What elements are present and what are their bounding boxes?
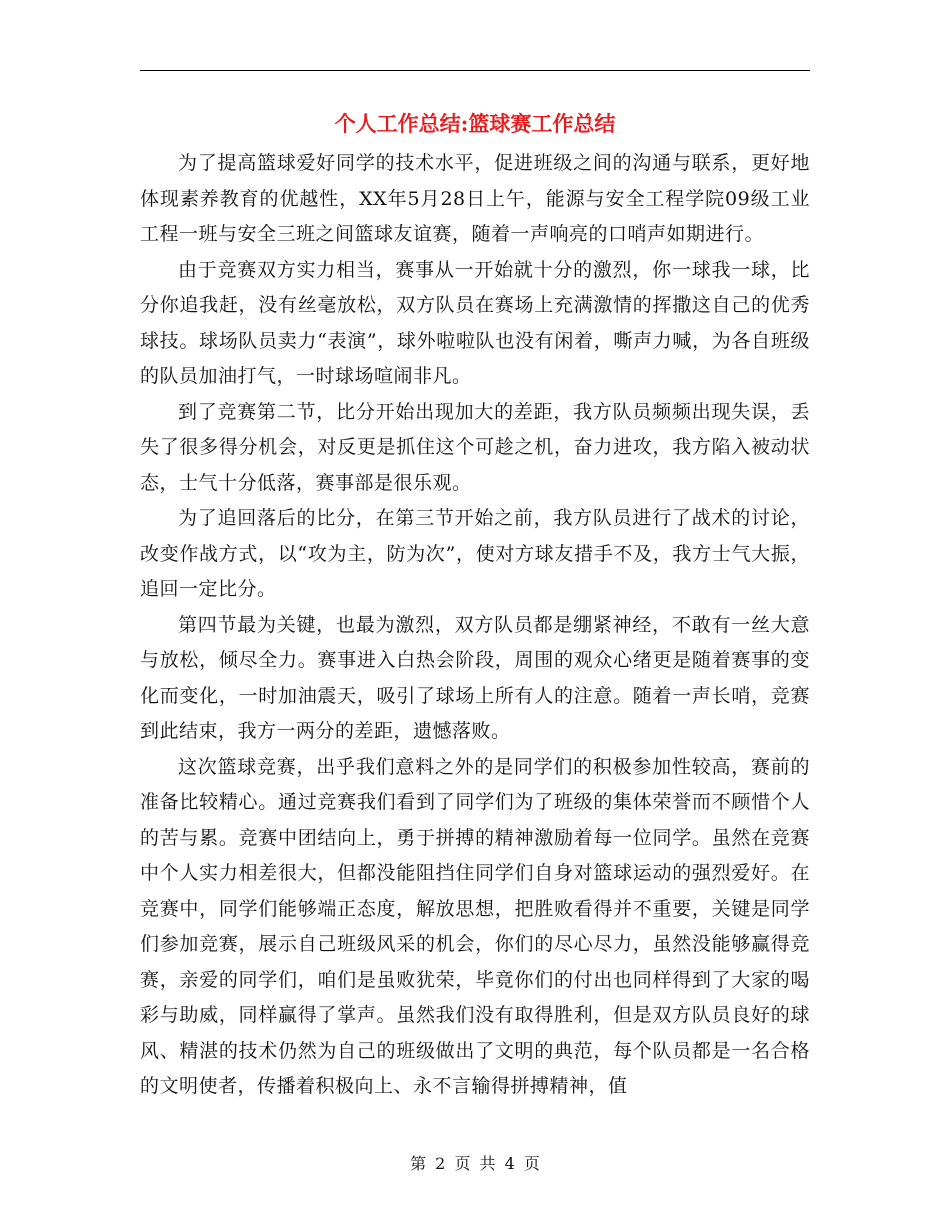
paragraph-6: 这次篮球竞赛，出乎我们意料之外的是同学们的积极参加性较高，赛前的准备比较精心。通过竞赛我们看到了同学们为了班级的集体荣誉而不顾惜个人的苦与累。竞赛中团结向上，勇于拼搏的精神激励着每一位同学。虽然在竞赛中个人实力相差很大，但都没能阻挡住同学们自身对篮球运动的强烈爱好。在竞赛中，同学们能够端正态度，解放思想，把胜败看得并不重要，关键是同学们参加竞赛，展示自己班级风采的机会，你们的尽心尽力，虽然没能够赢得竞赛，亲爱的同学们，咱们是虽败犹荣，毕竟你们的付出也同样得到了大家的喝彩与助威，同样赢得了掌声。虽然我们没有取得胜利，但是双方队员良好的球风、精湛的技术仍然为自己的班级做出了文明的典范，每个队员都是一名合格的文明使者，传播着积极向上、永不言输得拼搏精神，值 xyxy=(140,755,810,1097)
document-body xyxy=(140,146,810,1105)
page-number: 第 2 页 共 4 页 xyxy=(410,1154,540,1173)
paragraph-3: 到了竞赛第二节，比分开始出现加大的差距，我方队员频频出现失误，丢失了很多得分机会，对反更是抓住这个可趁之机，奋力进攻，我方陷入被动状态，士气十分低落，赛事部是很乐观。 xyxy=(140,400,810,494)
document-title: 个人工作总结:篮球赛工作总结 xyxy=(334,111,616,136)
header-rule xyxy=(140,70,810,71)
paragraph-5: 第四节最为关键，也最为激烈，双方队员都是绷紧神经，不敢有一丝大意与放松，倾尽全力。赛事进入白热会阶段，周围的观众心绪更是随着赛事的变化而变化，一时加油震天，吸引了球场上所有人的注意。随着一声长哨，竞赛到此结束，我方一两分的差距，遗憾落败。 xyxy=(140,613,810,742)
paragraph-4: 为了追回落后的比分，在第三节开始之前，我方队员进行了战术的讨论，改变作战方式，以“攻为主，防为次”，使对方球友措手不及，我方士气大振，追回一定比分。 xyxy=(140,507,810,600)
paragraph-2: 由于竞赛双方实力相当，赛事从一开始就十分的激烈，你一球我一球，比分你追我赶，没有丝毫放松，双方队员在赛场上充满激情的挥撒这自己的优秀球技。球场队员卖力“表演”，球外啦啦队也没有闲着，嘶声力喊，为各自班级的队员加油打气，一时球场喧闹非凡。 xyxy=(140,258,810,387)
paragraph-1: 为了提高篮球爱好同学的技术水平，促进班级之间的沟通与联系，更好地体现素养教育的优越性，XX年5月28日上午，能源与安全工程学院09级工业工程一班与安全三班之间篮球友谊赛，随着一声响亮的口哨声如期进行。 xyxy=(140,152,810,245)
